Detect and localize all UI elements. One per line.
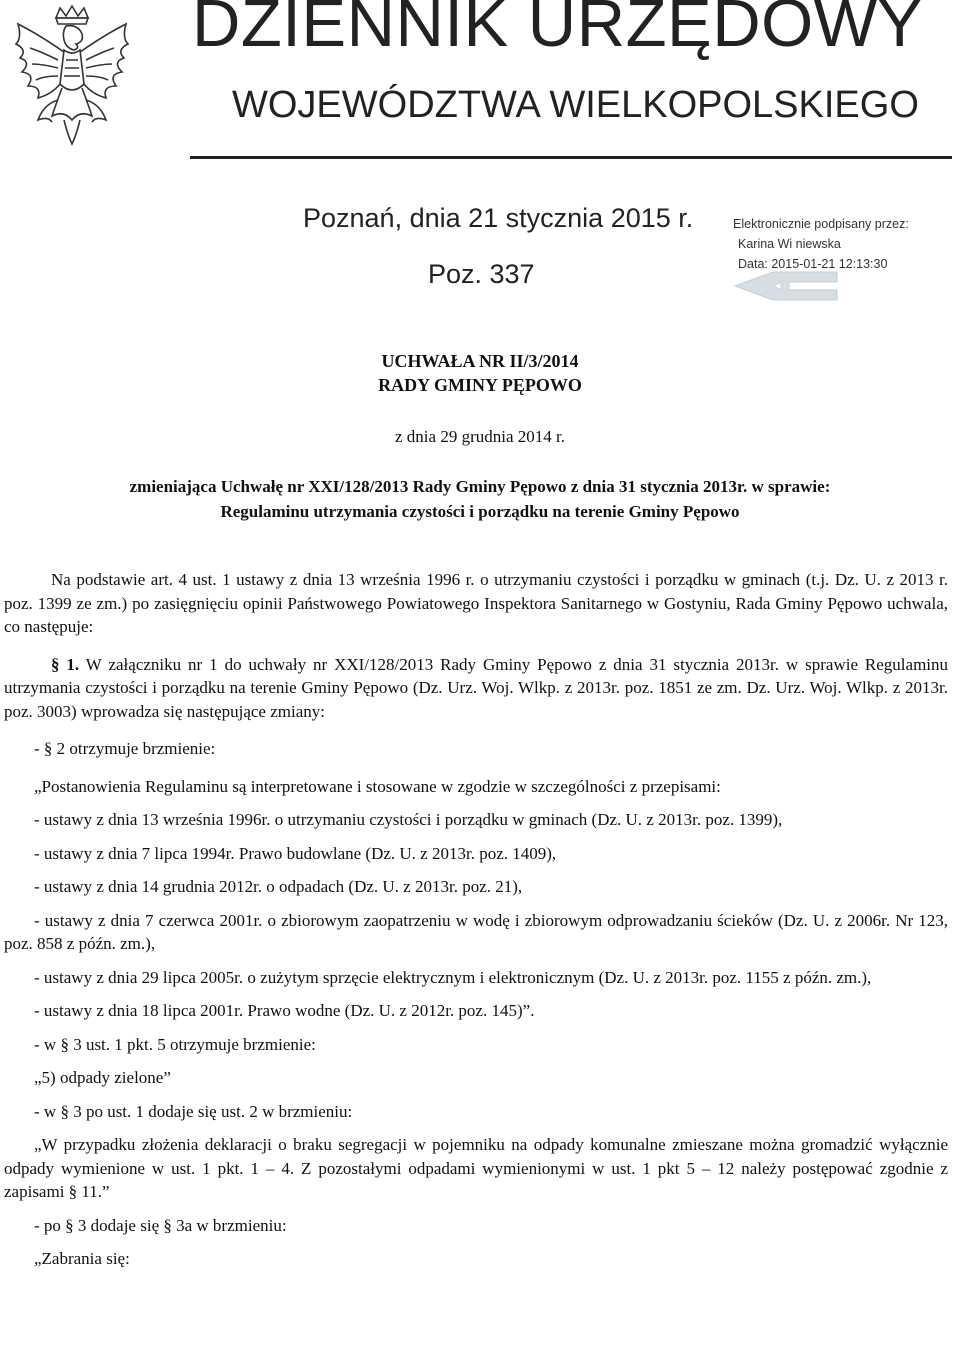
change-item: - w § 3 ust. 1 pkt. 5 otrzymuje brzmienie:: [34, 1034, 316, 1054]
change-item: - w § 3 po ust. 1 dodaje się ust. 2 w brzmieniu:: [34, 1101, 353, 1121]
quoted-text: „Zabrania się:: [34, 1249, 130, 1268]
preamble: Na podstawie art. 4 ust. 1 ustawy z dnia 13 września 1996 r. o utrzymaniu czystości i porządku w gminach (t.j. Dz. U. z 2013 r. poz. 1399 ze zm.) po zasięgnięciu opinii Państwowego Powiatowego Inspektora Sanitarnego w Gostyniu, Rada Gminy Pępowo uchwala, co następuje:: [4, 570, 948, 636]
change-item: - po § 3 dodaje się § 3a w brzmieniu:: [34, 1215, 287, 1235]
place-date: Poznań, dnia 21 stycznia 2015 r.: [303, 203, 694, 233]
quoted-text: „W przypadku złożenia deklaracji o braku segregacji w pojemniku na odpady komunalne zmieszane można gromadzić wyłącznie odpady wymienione w ust. 1 pkt. 1 – 4. Z pozostałymi odpadami wymienionymi w ust. 1 pkt 5 – 12 należy postępować zgodnie z zapisami § 11.”: [4, 1135, 948, 1201]
paragraph-mark: § 1.: [51, 654, 80, 674]
quoted-text: „5) odpady zielone”: [34, 1068, 171, 1087]
act-item: - ustawy z dnia 7 lipca 1994r. Prawo budowlane (Dz. U. z 2013r. poz. 1409),: [34, 843, 557, 863]
change-item: - § 2 otrzymuje brzmienie:: [34, 739, 216, 758]
resolution-title: UCHWAŁA NR II/3/2014: [381, 351, 579, 371]
gazette-subtitle: WOJEWÓDZTWA WIELKOPOLSKIEGO: [232, 84, 919, 126]
document-body: [4, 568, 948, 1271]
resolution-authority: RADY GMINY PĘPOWO: [378, 375, 582, 395]
quoted-text: „Postanowienia Regulaminu są interpretowane i stosowane w zgodzie w szczególności z przepisami:: [34, 776, 721, 796]
signature-label: Elektronicznie podpisany przez:: [733, 217, 909, 231]
subject-line: Regulaminu utrzymania czystości i porządku na terenie Gminy Pępowo: [220, 502, 740, 521]
paragraph-1: [4, 653, 948, 724]
signature-logo-icon: [733, 268, 843, 304]
electronic-signature: [733, 214, 909, 274]
position-number: Poz. 337: [428, 259, 535, 289]
eagle-emblem-icon: [8, 4, 136, 156]
signature-name: Karina Wi niewska: [738, 237, 841, 251]
subject-line: zmieniająca Uchwałę nr XXI/128/2013 Rady Gminy Pępowo z dnia 31 stycznia 2013r. w sprawie:: [129, 477, 831, 496]
header-rule: [190, 156, 952, 159]
act-item: - ustawy z dnia 18 lipca 2001r. Prawo wodne (Dz. U. z 2012r. poz. 145)”.: [34, 1001, 535, 1020]
signature-date: Data: 2015-01-21 12:13:30: [738, 257, 888, 271]
act-item: - ustawy z dnia 13 września 1996r. o utrzymaniu czystości i porządku w gminach (Dz. U. z 2013r. poz. 1399),: [34, 810, 783, 829]
act-item: - ustawy z dnia 29 lipca 2005r. o zużytym sprzęcie elektrycznym i elektronicznym (Dz. U. z 2013r. poz. 1155 z późn. zm.),: [34, 967, 872, 987]
gazette-title: DZIENNIK URZĘDOWY: [192, 0, 923, 61]
resolution-date: z dnia 29 grudnia 2014 r.: [395, 427, 565, 446]
act-item: - ustawy z dnia 7 czerwca 2001r. o zbiorowym zaopatrzeniu w wodę i zbiorowym odprowadzaniu ścieków (Dz. U. z 2006r. Nr 123, poz. 858 z późn. zm.),: [4, 910, 948, 953]
act-item: - ustawy z dnia 14 grudnia 2012r. o odpadach (Dz. U. z 2013r. poz. 21),: [34, 877, 523, 896]
paragraph-text: W załączniku nr 1 do uchwały nr XXI/128/2013 Rady Gminy Pępowo z dnia 31 stycznia 2013r. w sprawie Regulaminu utrzymania czystości i porządku na terenie Gminy Pępowo (Dz. Urz. Woj. Wlkp. z 2013r. poz. 1851 ze zm. Dz. Urz. Woj. Wlkp. z 2013r. poz. 3003) wprowadza się następujące zmiany:: [4, 654, 949, 721]
resolution-subject: [30, 474, 930, 524]
